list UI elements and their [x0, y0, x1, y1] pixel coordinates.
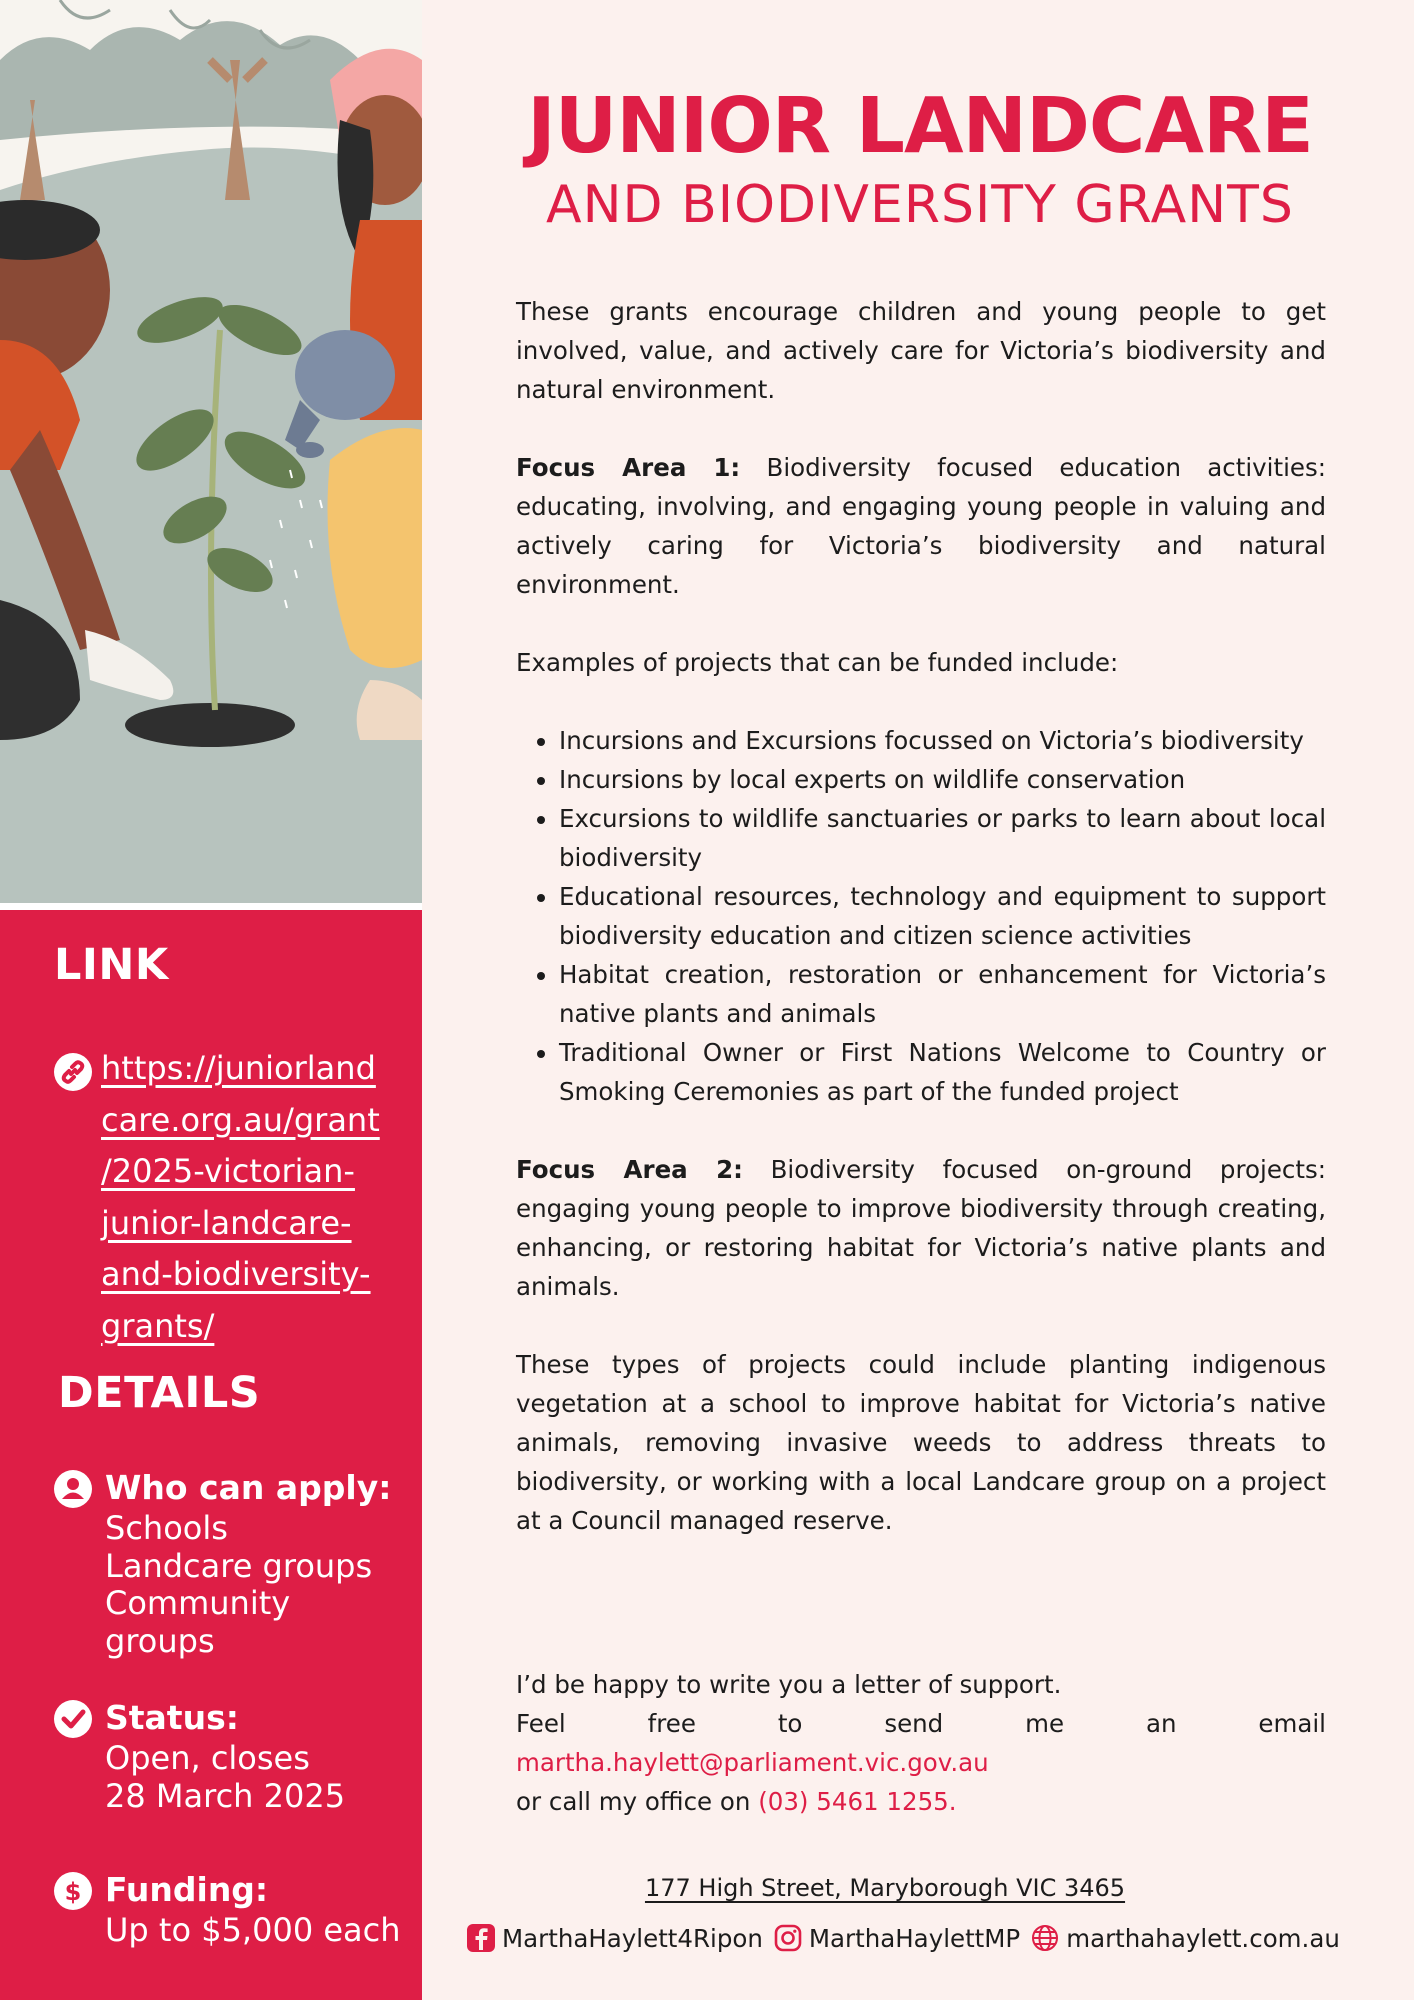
list-item: • Excursions to wildlife sanctuaries or parks to learn about local biodiversity [559, 799, 1326, 877]
examples-intro: Examples of projects that can be funded include: [516, 648, 1119, 677]
support-line: I’d be happy to write you a letter of support. [516, 1670, 1062, 1699]
url-line: care.org.au/grant [101, 1100, 380, 1139]
word: send [884, 1709, 944, 1738]
focus-area-2-label: Focus Area 2: [516, 1155, 743, 1184]
person-icon [54, 1470, 92, 1508]
word: an [1145, 1709, 1177, 1738]
instagram-icon [773, 1923, 803, 1953]
who-label: Who can apply: [105, 1468, 392, 1507]
details-heading: DETAILS [58, 1368, 261, 1418]
check-icon [54, 1700, 92, 1738]
social-links [466, 1918, 1366, 1958]
svg-text:$: $ [64, 1878, 82, 1906]
who-value: Community [105, 1584, 291, 1622]
facebook-link[interactable] [466, 1923, 763, 1953]
funding-label: Funding: [105, 1870, 269, 1909]
project-types-paragraph: These types of projects could include planting indigenous vegetation at a school to improve habitat for Victoria’s native animals, removing invasive weeds to address threats to biodiversity, or working with a local Landcare group on a project at a Council managed reserve. [516, 1350, 1326, 1535]
dollar-icon [54, 1872, 92, 1910]
word: free [647, 1709, 696, 1738]
status-value: 28 March 2025 [105, 1776, 346, 1815]
who-value: Schools [105, 1509, 228, 1547]
examples-list [516, 721, 1326, 1111]
sidebar [0, 910, 422, 2000]
globe-icon [1030, 1923, 1060, 1953]
call-prefix: or call my office on [516, 1787, 759, 1816]
who-value: Landcare groups [105, 1546, 373, 1585]
email-link[interactable]: martha.haylett@parliament.vic.gov.au [516, 1748, 989, 1777]
website-link[interactable] [1030, 1923, 1340, 1953]
page-subtitle: AND BIODIVERSITY GRANTS [546, 175, 1294, 235]
page-title: JUNIOR LANDCARE [527, 82, 1313, 171]
illustration-divider [0, 903, 422, 910]
focus-area-1-text: Biodiversity focused education activities: educating, involving, and engaging young people in valuing and actively caring for Victoria’s biodiversity and natural environment. [516, 453, 1326, 599]
main-content [516, 292, 1326, 1579]
focus-area-2-text: Biodiversity focused on-ground projects: engaging young people to improve biodiversity through creating, enhancing, or restoring habitat for Victoria’s native plants and animals. [516, 1155, 1326, 1301]
list-item: • Habitat creation, restoration or enhancement for Victoria’s native plants and animals [559, 955, 1326, 1033]
word: email [1258, 1709, 1326, 1738]
word: me [1025, 1709, 1065, 1738]
list-item: • Incursions and Excursions focussed on Victoria’s biodiversity [559, 721, 1326, 760]
hero-illustration [0, 0, 422, 903]
facebook-icon [466, 1923, 496, 1953]
office-address: 177 High Street, Maryborough VIC 3465 [644, 1874, 1126, 1902]
list-item: • Traditional Owner or First Nations Welcome to Country or Smoking Ceremonies as part of the funded project [559, 1033, 1326, 1111]
email-prompt [516, 1704, 1326, 1743]
intro-paragraph: These grants encourage children and young people to get involved, value, and actively care for Victoria’s biodiversity and natural environment. [516, 297, 1326, 404]
url-line: /2025-victorian- [101, 1152, 355, 1190]
phone-link[interactable]: (03) 5461 1255. [758, 1787, 957, 1816]
list-item: • Incursions by local experts on wildlife conservation [559, 760, 1326, 799]
who-values [105, 1510, 372, 1660]
focus-area-1 [516, 448, 1326, 604]
funding-value: Up to $5,000 each [105, 1911, 401, 1949]
list-item: • Educational resources, technology and equipment to support biodiversity education and citizen science activities [559, 877, 1326, 955]
grant-url-link[interactable] [101, 1043, 421, 1352]
url-line: and-biodiversity- [101, 1255, 371, 1293]
status-values [105, 1740, 345, 1815]
link-icon [54, 1053, 92, 1091]
call-line [516, 1782, 1326, 1821]
focus-area-2 [516, 1150, 1326, 1306]
link-heading: LINK [54, 940, 169, 990]
url-line: https://juniorland [101, 1049, 376, 1087]
url-line: junior-landcare- [101, 1203, 352, 1242]
word: to [777, 1709, 803, 1738]
instagram-link[interactable] [773, 1923, 1020, 1953]
instagram-handle: MarthaHaylettMP [808, 1923, 1021, 1953]
facebook-handle: MarthaHaylett4Ripon [502, 1923, 763, 1953]
who-value: groups [105, 1621, 215, 1660]
url-line: grants/ [101, 1306, 215, 1345]
word: Feel [516, 1709, 566, 1738]
status-value: Open, closes [105, 1739, 310, 1777]
website-url: marthahaylett.com.au [1066, 1923, 1340, 1953]
focus-area-1-label: Focus Area 1: [516, 453, 741, 482]
contact-block [516, 1665, 1326, 1821]
status-label: Status: [105, 1698, 239, 1737]
